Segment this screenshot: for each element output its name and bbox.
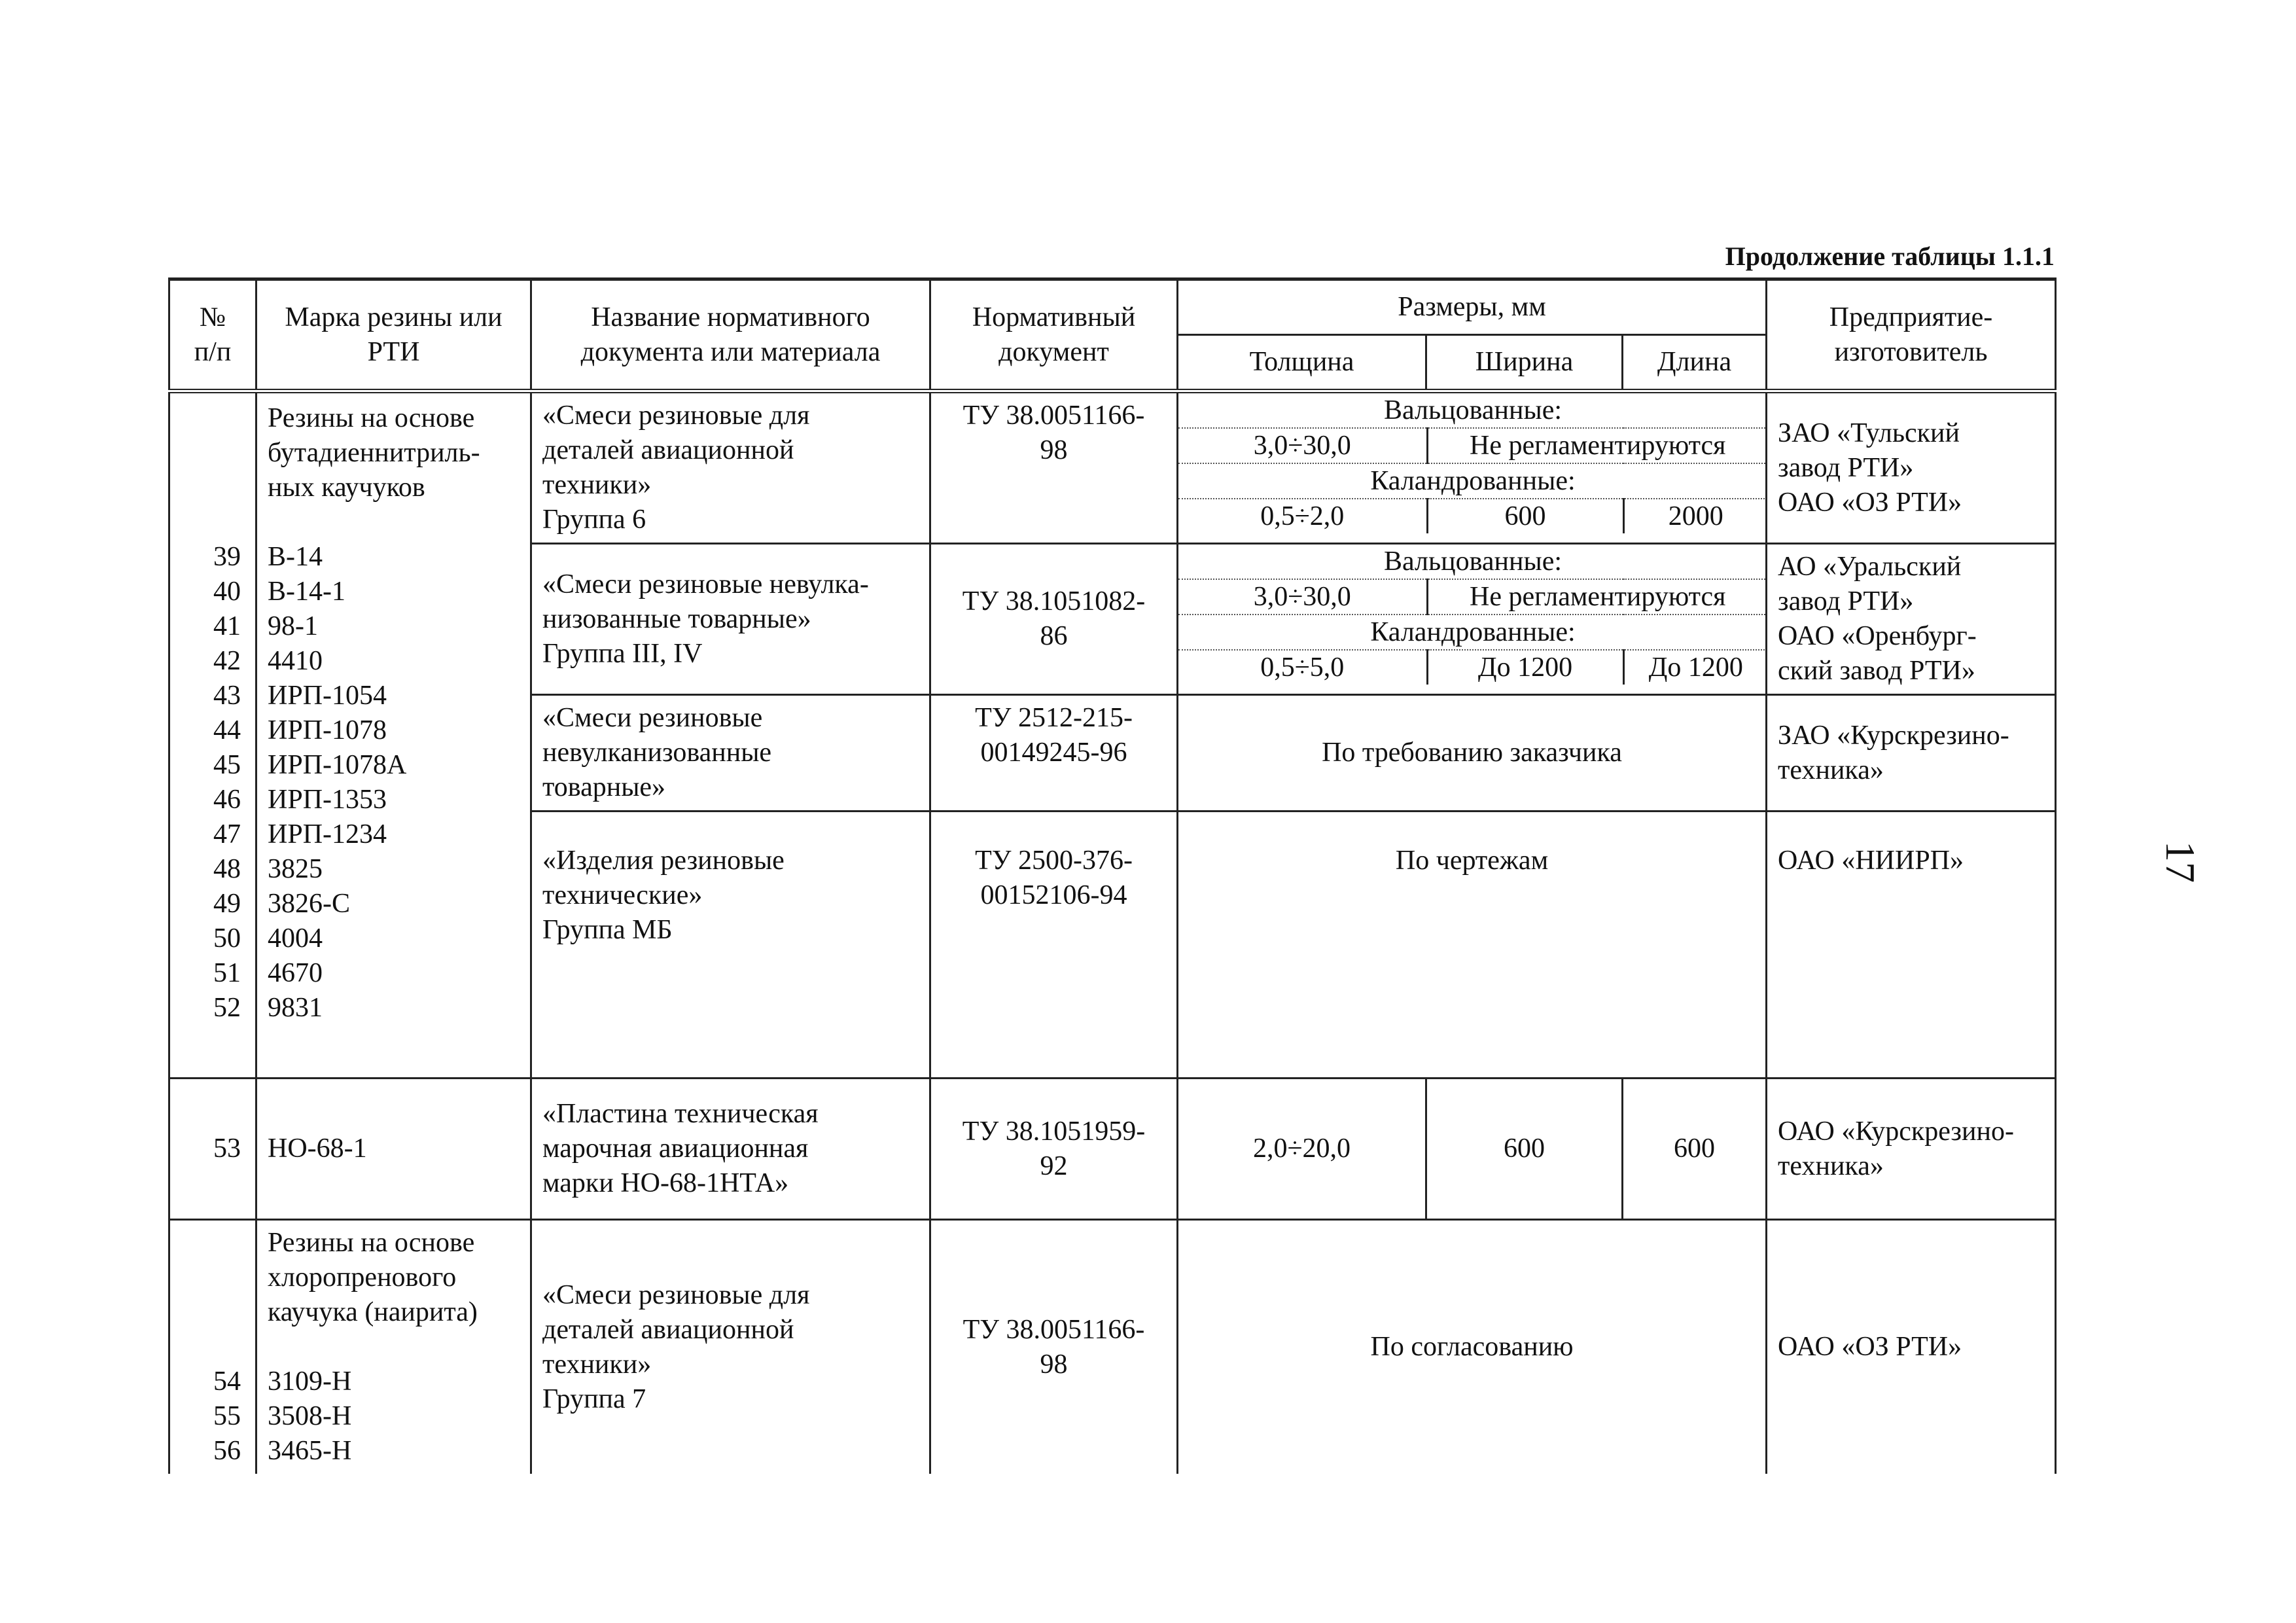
table-row bbox=[169, 1220, 2056, 1474]
sizes-cell: По требованию заказчика bbox=[1178, 695, 1767, 812]
norm-doc-cell: ТУ 38.0051166- 98 bbox=[930, 1220, 1178, 1474]
rolled-width-length: Не регламентируются bbox=[1427, 579, 1767, 615]
sizes-subtable bbox=[1178, 544, 1767, 685]
thickness-cell: 2,0÷20,0 bbox=[1178, 1079, 1426, 1220]
norm-doc-cell: ТУ 38.1051959- 92 bbox=[930, 1079, 1178, 1220]
page-number: 17 bbox=[2157, 841, 2204, 883]
sizes-subtable bbox=[1178, 393, 1767, 533]
header-width: Ширина bbox=[1426, 335, 1623, 391]
manufacturer-cell: ОАО «НИИРП» bbox=[1767, 812, 2056, 1079]
sizes-cell: По согласованию bbox=[1178, 1220, 1767, 1474]
doc-name-cell: «Пластина техническая марочная авиационная марки НО-68-1НТА» bbox=[531, 1079, 930, 1220]
header-doc-name: Название нормативного документа или материала bbox=[531, 279, 930, 391]
row-number: 53 bbox=[169, 1079, 256, 1220]
manufacturer-cell: АО «Уральский завод РТИ» ОАО «Оренбург- ский завод РТИ» bbox=[1767, 544, 2056, 695]
row-numbers: 54 55 56 bbox=[169, 1220, 256, 1474]
width-cell: 600 bbox=[1426, 1079, 1623, 1220]
doc-name-cell: «Изделия резиновые технические» Группа МБ bbox=[531, 812, 930, 1079]
doc-name-cell: «Смеси резиновые невулканизованные товарные» bbox=[531, 695, 930, 812]
rolled-label: Вальцованные: bbox=[1178, 393, 1767, 428]
header-brand: Марка резины или РТИ bbox=[256, 279, 531, 391]
norm-doc-cell: ТУ 2512-215- 00149245-96 bbox=[930, 695, 1178, 812]
sizes-cell: По чертежам bbox=[1178, 812, 1767, 1079]
header-norm-doc: Нормативный документ bbox=[930, 279, 1178, 391]
brand-cell: НО-68-1 bbox=[256, 1079, 531, 1220]
manufacturer-cell: ОАО «ОЗ РТИ» bbox=[1767, 1220, 2056, 1474]
norm-doc-cell: ТУ 2500-376- 00152106-94 bbox=[930, 812, 1178, 1079]
cal-thickness: 0,5÷2,0 bbox=[1260, 501, 1345, 531]
header-length: Длина bbox=[1623, 335, 1767, 391]
header-thickness: Толщина bbox=[1178, 335, 1426, 391]
cal-width: До 1200 bbox=[1427, 650, 1623, 685]
header-manufacturer: Предприятие- изготовитель bbox=[1767, 279, 2056, 391]
continuation-title: Продолжение таблицы 1.1.1 bbox=[1725, 241, 2055, 271]
cal-thickness: 0,5÷5,0 bbox=[1260, 652, 1345, 683]
norm-doc-cell: ТУ 38.1051082- 86 bbox=[930, 544, 1178, 695]
norm-doc-cell: ТУ 38.0051166- 98 bbox=[930, 391, 1178, 544]
header-sizes: Размеры, мм bbox=[1178, 279, 1767, 335]
length-cell: 600 bbox=[1623, 1079, 1767, 1220]
doc-name-cell: «Смеси резиновые для деталей авиационной техники» Группа 6 bbox=[531, 391, 930, 544]
rolled-label: Вальцованные: bbox=[1178, 544, 1767, 579]
row-numbers: 39 40 41 42 43 44 45 46 47 48 49 50 51 52 bbox=[169, 391, 256, 1079]
doc-name-cell: «Смеси резиновые для деталей авиационной техники» Группа 7 bbox=[531, 1220, 930, 1474]
rolled-thickness: 3,0÷30,0 bbox=[1178, 579, 1427, 615]
brand-list: Резины на основе бутадиеннитриль- ных каучуков В-14 В-14-1 98-1 4410 ИРП-1054 ИРП-1078 ИРП-1078А ИРП-1353 ИРП-1234 3825 3826-С 4004 4670 9831 bbox=[256, 391, 531, 1079]
table-row bbox=[169, 1079, 2056, 1220]
sizes-cell bbox=[1178, 391, 1767, 544]
rolled-width-length: Не регламентируются bbox=[1427, 428, 1767, 463]
cal-width: 600 bbox=[1427, 499, 1623, 533]
manufacturer-cell: ЗАО «Тульский завод РТИ» ОАО «ОЗ РТИ» bbox=[1767, 391, 2056, 544]
header-num: № п/п bbox=[169, 279, 256, 391]
table-row bbox=[169, 391, 2056, 544]
manufacturer-cell: ЗАО «Курскрезино- техника» bbox=[1767, 695, 2056, 812]
doc-name-cell: «Смеси резиновые невулка- низованные товарные» Группа III, IV bbox=[531, 544, 930, 695]
calendered-label: Каландрованные: bbox=[1178, 463, 1767, 499]
calendered-label: Каландрованные: bbox=[1178, 615, 1767, 650]
cal-length: 2000 bbox=[1623, 499, 1767, 533]
cal-length: До 1200 bbox=[1623, 650, 1767, 685]
brand-list: Резины на основе хлоропренового каучука (наирита) 3109-Н 3508-Н 3465-Н bbox=[256, 1220, 531, 1474]
manufacturer-cell: ОАО «Курскрезино- техника» bbox=[1767, 1079, 2056, 1220]
materials-table bbox=[168, 277, 2057, 1474]
rolled-thickness: 3,0÷30,0 bbox=[1178, 428, 1427, 463]
sizes-cell bbox=[1178, 544, 1767, 695]
